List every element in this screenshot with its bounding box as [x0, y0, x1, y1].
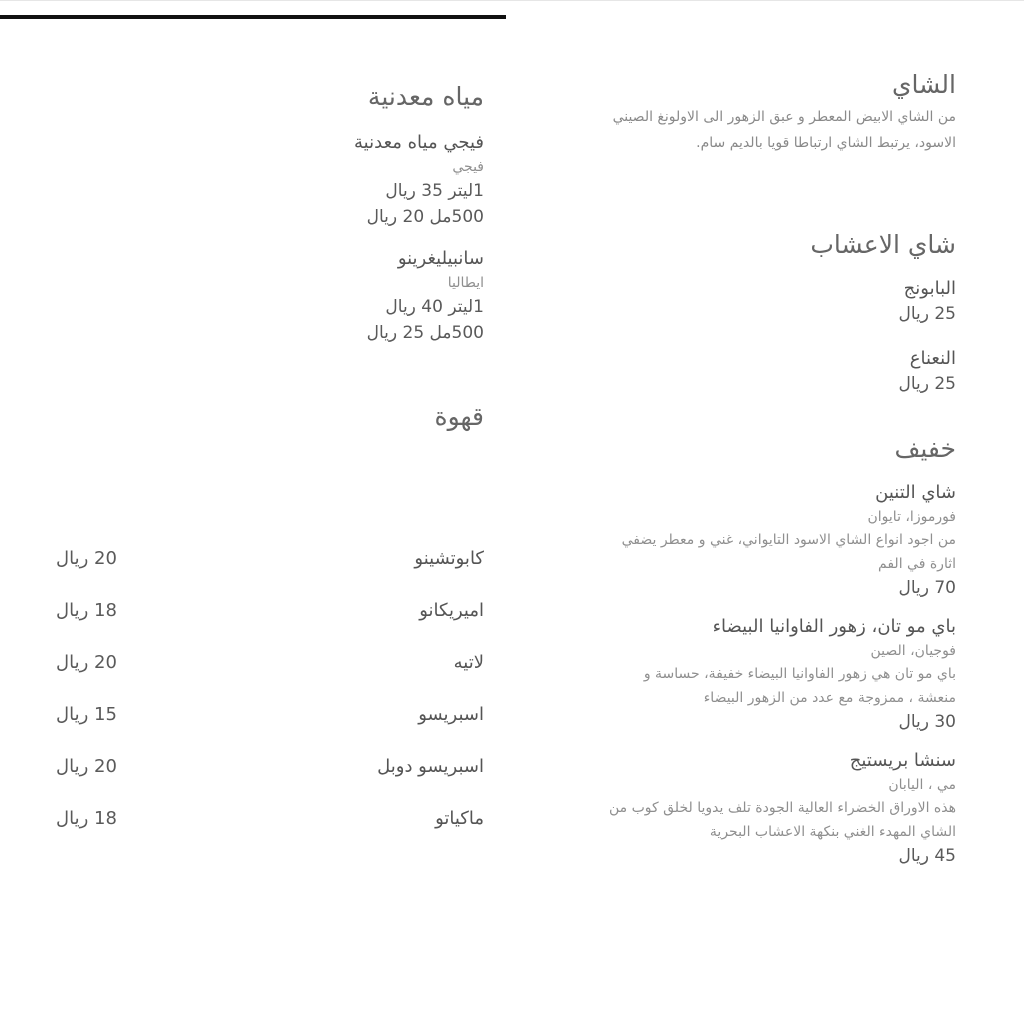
- coffee-list: [56, 532, 484, 844]
- water-section-title: مياه معدنية: [367, 82, 484, 111]
- coffee-name: اسبريسو دوبل: [377, 755, 484, 777]
- item-name: النعناع: [909, 348, 956, 369]
- item-origin: فورموزا، تايوان: [867, 509, 956, 525]
- right-column: [516, 68, 956, 882]
- tea-description-line: الاسود، يرتبط الشاي ارتباطا قويا بالديم سام.: [696, 135, 956, 151]
- tea-section: [516, 68, 956, 156]
- item-name: شاي التنين: [875, 482, 956, 503]
- item-size-price: 1ليتر 40 ريال: [385, 297, 484, 317]
- tea-description-line: من الشاي الابيض المعطر و عبق الزهور الى الاولونغ الصيني: [612, 109, 956, 125]
- menu-item-bai-mu-tan: [516, 614, 956, 734]
- item-name: سانبيليغرينو: [397, 248, 484, 269]
- item-size-price: 500مل 25 ريال: [366, 323, 484, 343]
- item-origin: ايطاليا: [447, 275, 484, 291]
- menu-item-dragon-tea: [516, 480, 956, 600]
- item-name: باي مو تان، زهور الفاوانيا البيضاء: [712, 616, 956, 637]
- item-description-line: باي مو تان هي زهور الفاوانيا البيضاء خفيفة، حساسة و: [643, 666, 956, 682]
- herbal-section-title: شاي الاعشاب: [810, 230, 956, 259]
- coffee-price: 18 ريال: [56, 599, 117, 621]
- item-price: 30 ريال: [898, 712, 956, 732]
- menu-item-mint: [516, 346, 956, 396]
- mineral-water-section: [84, 80, 484, 346]
- coffee-row-double-espresso: [56, 740, 484, 792]
- menu-item-fiji-water: [84, 130, 484, 230]
- item-name: البابونج: [903, 278, 956, 299]
- menu-item-sanpellegrino: [84, 246, 484, 346]
- item-description-line: من اجود انواع الشاي الاسود التايواني، غني و معطر يضفي: [621, 532, 956, 548]
- coffee-name: كابوتشينو: [414, 547, 484, 569]
- item-description-line: اثارة في الفم: [878, 556, 956, 572]
- item-description-line: منعشة ، ممزوجة مع عدد من الزهور البيضاء: [703, 690, 956, 706]
- coffee-section: [84, 400, 484, 434]
- coffee-section-title: قهوة: [434, 402, 484, 431]
- menu-item-sencha-prestige: [516, 748, 956, 868]
- coffee-name: اميريكانو: [419, 599, 484, 621]
- header-divider-bar: [0, 15, 506, 19]
- herbal-tea-section: [516, 228, 956, 396]
- coffee-price: 20 ريال: [56, 547, 117, 569]
- coffee-price: 20 ريال: [56, 755, 117, 777]
- coffee-price: 18 ريال: [56, 807, 117, 829]
- coffee-price: 15 ريال: [56, 703, 117, 725]
- coffee-row-espresso: [56, 688, 484, 740]
- item-origin: مي ، اليابان: [888, 777, 956, 793]
- light-section-title: خفيف: [894, 434, 956, 463]
- light-tea-section: [516, 432, 956, 868]
- coffee-row-macchiato: [56, 792, 484, 844]
- coffee-name: لاتيه: [453, 651, 484, 673]
- coffee-row-cappuccino: [56, 532, 484, 584]
- item-price: 25 ريال: [898, 374, 956, 394]
- coffee-name: ماكياتو: [435, 807, 484, 829]
- coffee-row-latte: [56, 636, 484, 688]
- menu-item-chamomile: [516, 276, 956, 326]
- item-description-line: هذه الاوراق الخضراء العالية الجودة تلف يدويا لخلق كوب من: [609, 800, 956, 816]
- item-size-price: 500مل 20 ريال: [366, 207, 484, 227]
- left-column: [84, 80, 484, 434]
- tea-section-title: الشاي: [891, 70, 956, 99]
- coffee-row-americano: [56, 584, 484, 636]
- item-price: 45 ريال: [898, 846, 956, 866]
- item-price: 70 ريال: [898, 578, 956, 598]
- coffee-price: 20 ريال: [56, 651, 117, 673]
- item-name: سنشا بريستيج: [849, 750, 956, 771]
- item-origin: فيجي: [452, 159, 484, 175]
- item-name: فيجي مياه معدنية: [354, 132, 484, 153]
- item-size-price: 1ليتر 35 ريال: [385, 181, 484, 201]
- item-description-line: الشاي المهدء الغني بنكهة الاعشاب البحرية: [709, 824, 956, 840]
- top-border-line: [0, 0, 1024, 1]
- item-price: 25 ريال: [898, 304, 956, 324]
- coffee-name: اسبريسو: [418, 703, 484, 725]
- item-origin: فوجيان، الصين: [870, 643, 956, 659]
